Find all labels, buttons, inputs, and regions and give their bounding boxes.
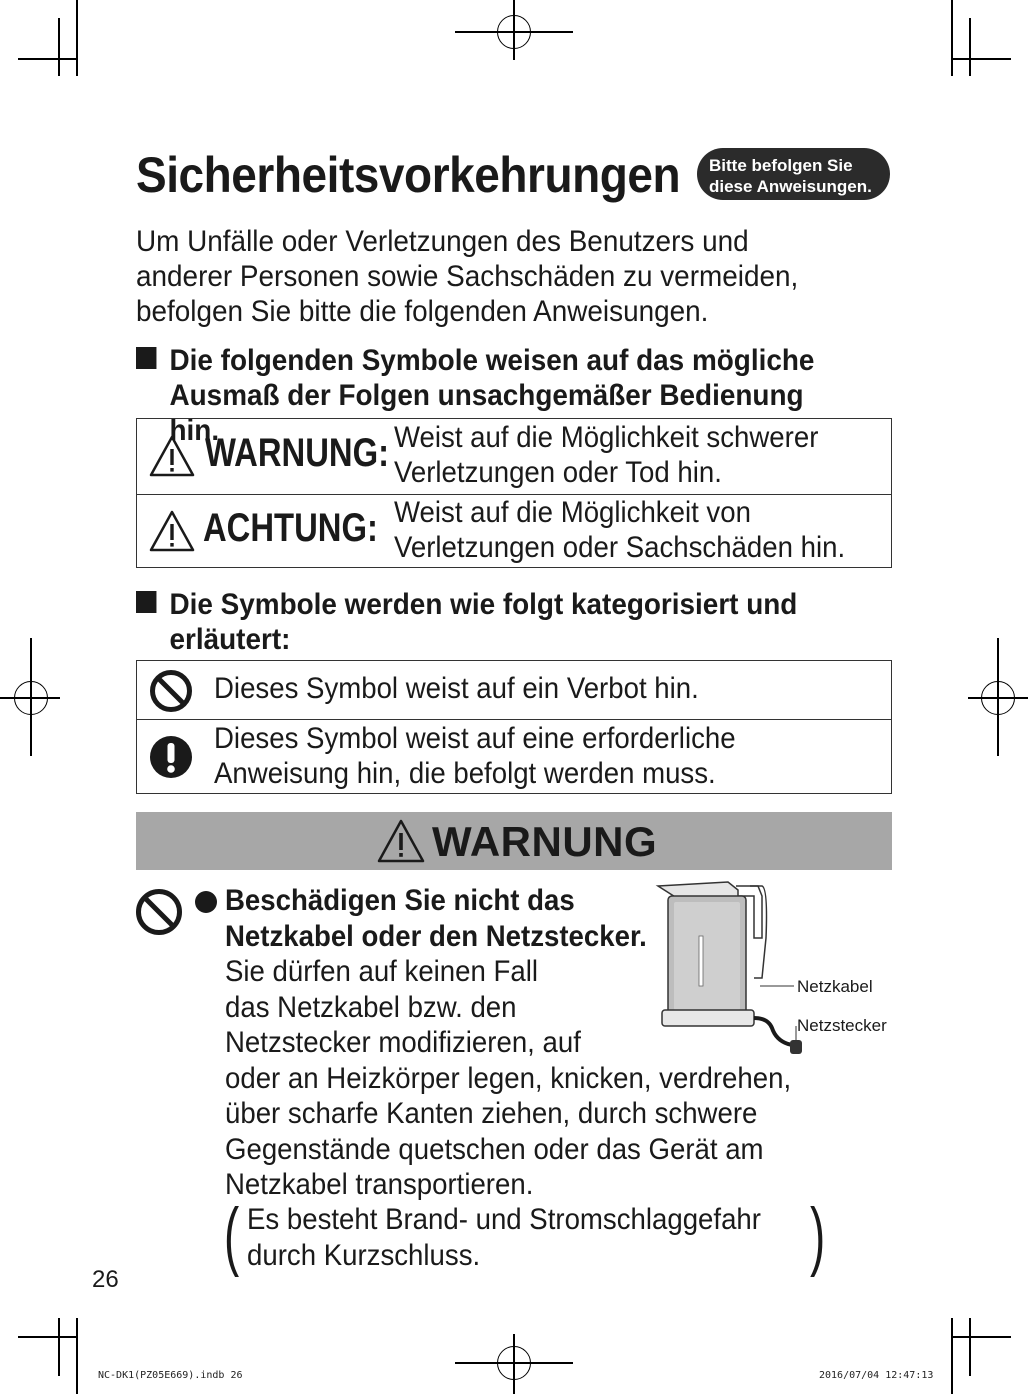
warning-triangle-icon [149, 509, 195, 553]
warning-triangle-icon [149, 434, 195, 478]
symbols-heading [136, 587, 843, 657]
severity-row-caution [137, 494, 891, 569]
warning-description [394, 420, 818, 490]
warning-body-line: über scharfe Kanten ziehen, durch schwere [225, 1097, 758, 1130]
warning-banner [136, 812, 892, 870]
severity-heading-line-2: Ausmaß der Folgen unsachgemäßer Bedienung hin. [169, 379, 804, 447]
severity-table [136, 418, 892, 568]
warning-body-line: oder an Heizkörper legen, knicken, verdrehen, [225, 1061, 792, 1095]
warning-note-line-1: Es besteht Brand- und Stromschlaggefahr [247, 1203, 761, 1236]
severity-row-warning [137, 419, 891, 494]
page-number: 26 [92, 1266, 119, 1293]
intro-paragraph [136, 224, 843, 329]
square-bullet-icon [136, 591, 156, 613]
kettle-illustration [650, 878, 810, 1060]
caution-description-line-1: Weist auf die Möglichkeit von [394, 496, 751, 529]
instruction-description-line-2: Anweisung hin, die befolgt werden muss. [214, 757, 716, 790]
warning-banner-title: WARNUNG [432, 818, 658, 865]
warning-item-title-line-1: Beschädigen Sie nicht das [225, 884, 575, 917]
badge-line-2: diese Anweisungen. [709, 177, 872, 196]
round-bullet-icon [195, 891, 217, 913]
warning-item-title-line-2: Netzkabel oder den Netzstecker. [225, 919, 647, 953]
instruction-description [214, 721, 736, 791]
warning-triangle-icon [376, 818, 426, 864]
note-open-paren: ( [224, 1193, 240, 1278]
exclamation-icon [149, 735, 193, 779]
symbol-row-prohibition [137, 661, 891, 719]
intro-line-2: anderer Personen sowie Sachschäden zu vermeiden, [136, 260, 799, 293]
callout-power-cord: Netzkabel [797, 977, 873, 996]
symbols-table [136, 660, 892, 794]
severity-heading-line-1: Die folgenden Symbole weisen auf das mögliche [169, 344, 815, 377]
symbols-heading-line-2: erläutert: [169, 623, 291, 656]
page-title: Sicherheitsvorkehrungen [136, 147, 681, 203]
warning-body-line: Netzstecker modifizieren, auf [225, 1026, 581, 1059]
warning-description-line-1: Weist auf die Möglichkeit schwerer [394, 421, 819, 454]
callout-power-plug: Netzstecker [797, 1016, 887, 1035]
instruction-badge [697, 148, 890, 200]
caution-label: ACHTUNG: [203, 506, 378, 550]
intro-line-1: Um Unfälle oder Verletzungen des Benutzers und [136, 225, 749, 258]
prohibition-description: Dieses Symbol weist auf ein Verbot hin. [214, 672, 699, 705]
caution-description-line-2: Verletzungen oder Sachschäden hin. [394, 531, 846, 564]
caution-description [394, 495, 845, 565]
warning-note [247, 1202, 761, 1273]
footer-file-info: NC-DK1(PZ05E669).indb 26 [98, 1370, 243, 1381]
intro-line-3: befolgen Sie bitte die folgenden Anweisungen. [136, 295, 709, 328]
prohibition-icon [135, 888, 183, 936]
prohibition-icon [149, 669, 193, 713]
warning-label: WARNUNG: [205, 431, 390, 475]
badge-line-1: Bitte befolgen Sie [709, 156, 853, 175]
warning-body-line: das Netzkabel bzw. den [225, 990, 517, 1024]
square-bullet-icon [136, 347, 156, 369]
warning-body-line: Gegenstände quetschen oder das Gerät am [225, 1132, 764, 1166]
warning-body-line: Netzkabel transportieren. [225, 1168, 534, 1201]
note-close-paren: ) [810, 1193, 826, 1278]
warning-item-title [225, 883, 647, 954]
warning-body-line: Sie dürfen auf keinen Fall [225, 955, 539, 988]
instruction-description-line-1: Dieses Symbol weist auf eine erforderliche [214, 722, 736, 755]
warning-note-line-2: durch Kurzschluss. [247, 1238, 481, 1272]
symbol-row-instruction [137, 719, 891, 795]
symbols-heading-line-1: Die Symbole werden wie folgt kategorisiert und [169, 588, 798, 621]
warning-description-line-2: Verletzungen oder Tod hin. [394, 456, 722, 489]
footer-timestamp: 2016/07/04 12:47:13 [819, 1370, 934, 1381]
